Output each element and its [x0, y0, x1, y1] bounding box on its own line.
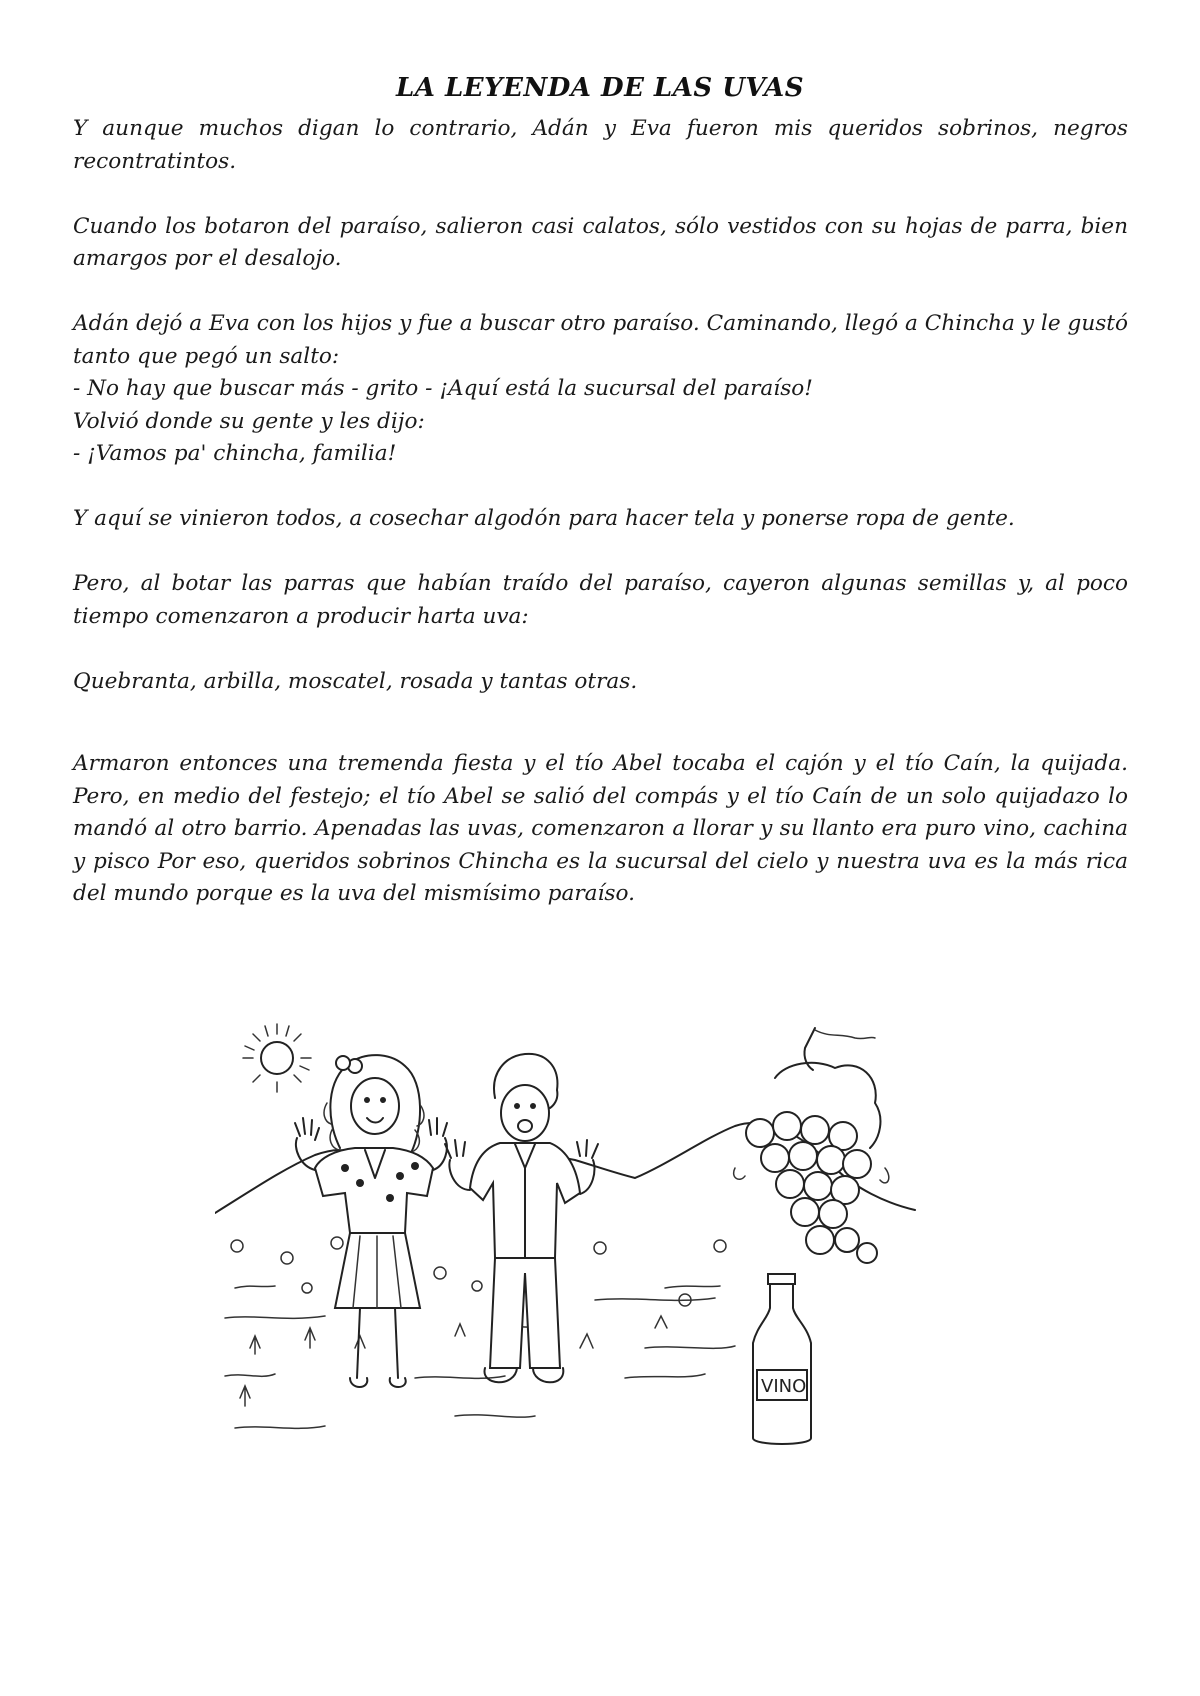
grapes-drawing: [734, 1028, 889, 1263]
paragraph-3: Adán dejó a Eva con los hijos y fue a buscar otro paraíso. Caminando, llegó a Chincha y le gustó tanto que pegó un salto:: [73, 311, 1128, 369]
paragraph-7: Armaron entonces una tremenda fiesta y el tío Abel tocaba el cajón y el tío Caín, la quijada. Pero, en medio del festejo; el tío Abel se salió del compás y el tío Caín de un solo quijadazo lo mandó al otro barrio. Apenadas las uvas, comenzaron a llorar y su llanto era puro vino, cachina y pisco Por eso, queridos sobrinos Chincha es la sucursal del cielo y nuestra uva es la más rica del mundo porque es la uva del mismísimo paraíso.: [73, 751, 1128, 906]
paragraph-2: Cuando los botaron del paraíso, salieron casi calatos, sólo vestidos con su hojas de parra, bien amargos por el desalojo.: [73, 213, 1128, 271]
paragraph-1: Y aunque muchos digan lo contrario, Adán y Eva fueron mis queridos sobrinos, negros recontratintos.: [73, 116, 1128, 174]
coloring-illustration: [215, 1018, 975, 1458]
girl-drawing: [295, 1055, 447, 1387]
boy-drawing: [445, 1054, 598, 1382]
story-text: [73, 113, 1128, 911]
sun-drawing: [243, 1024, 311, 1092]
page-title: LA LEYENDA DE LAS UVAS: [396, 73, 804, 103]
dialogue-line-2: Volvió donde su gente y les dijo:: [73, 408, 425, 434]
bottle-label: VINO: [761, 1376, 807, 1397]
illustration-svg: [215, 1018, 975, 1458]
paragraph-5: Pero, al botar las parras que habían traído del paraíso, cayeron algunas semillas y, al poco tiempo comenzaron a producir harta uva:: [73, 571, 1128, 629]
ground-drawing: [225, 1237, 735, 1428]
wine-bottle-drawing: [753, 1274, 811, 1444]
dialogue-line-1: - No hay que buscar más - grito - ¡Aquí está la sucursal del paraíso!: [73, 376, 813, 401]
paragraph-4: Y aquí se vinieron todos, a cosechar algodón para hacer tela y ponerse ropa de gente.: [73, 506, 1015, 531]
dialogue-line-3: - ¡Vamos pa' chincha, familia!: [73, 441, 397, 466]
paragraph-6: Quebranta, arbilla, moscatel, rosada y tantas otras.: [73, 668, 638, 694]
